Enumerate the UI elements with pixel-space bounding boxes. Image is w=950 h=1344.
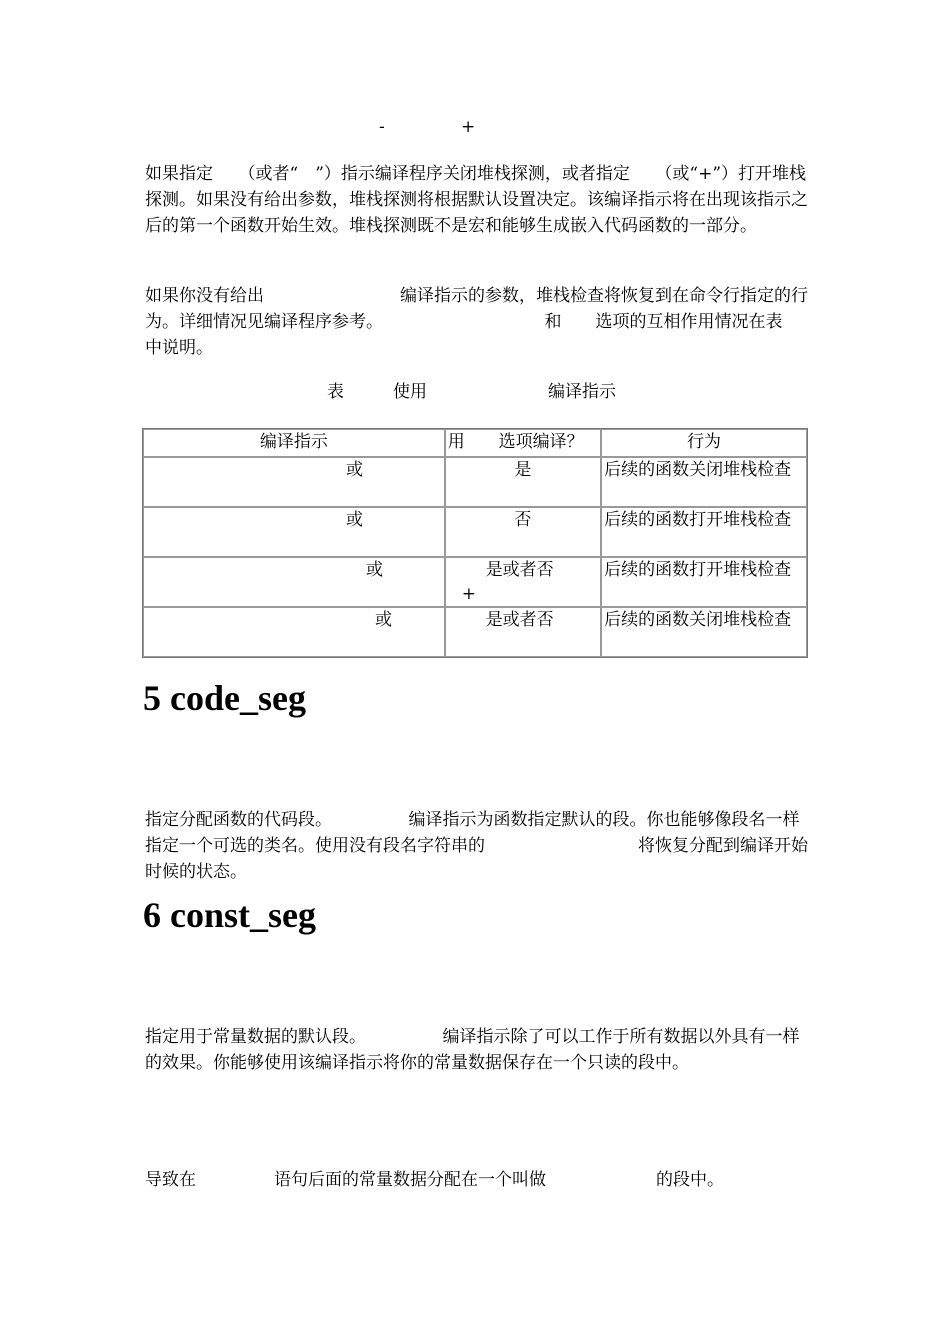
cell-pragma: 或 [143, 607, 445, 657]
check-stack-table [142, 428, 808, 658]
table-row [143, 457, 807, 507]
last-line-part-1: 导致在 [145, 1170, 196, 1190]
header-pragma: 编译指示 [143, 429, 445, 457]
cell-compile-plus: + [461, 584, 476, 604]
paragraph-code-seg: 指定分配函数的代码段。 编译指示为函数指定默认的段。你也能够像段名一样指定一个可选的类名。使用没有段名字符串的 将恢复分配到编译开始时候的状态。 [145, 810, 808, 882]
paragraph-check-stack: 如果指定 （或者“ ”）指示编译程序关闭堆栈探测，或者指定 （或“+”）打开堆栈探测。如果没有给出参数，堆栈探测将根据默认设置决定。该编译指示将在出现该指示之后的第一个函数开始生效。堆栈探测既不是宏和能够生成嵌入代码函数的一部分。 [145, 164, 808, 236]
cell-behavior: 后续的函数关闭堆栈检查 [601, 607, 807, 657]
table-row [143, 507, 807, 557]
cell-compile: 否 [445, 507, 601, 557]
heading-code-seg: 5 code_seg [143, 678, 306, 718]
header-behavior: 行为 [601, 429, 807, 457]
cell-compile: 是或者否 + [445, 557, 601, 607]
table-caption-pragma: 编译指示 [548, 382, 616, 402]
cell-compile: 是 [445, 457, 601, 507]
plus-sign: + [461, 117, 476, 137]
table-caption-using: 使用 [393, 382, 427, 402]
table-row [143, 557, 807, 607]
cell-behavior: 后续的函数打开堆栈检查 [601, 507, 807, 557]
cell-pragma: 或 [143, 457, 445, 507]
table-header-row [143, 429, 807, 457]
paragraph-const-seg: 指定用于常量数据的默认段。 编译指示除了可以工作于所有数据以外具有一样的效果。你能够使用该编译指示将你的常量数据保存在一个只读的段中。 [145, 1027, 800, 1073]
cell-pragma: 或 [143, 557, 445, 607]
paragraph-no-argument: 如果你没有给出 编译指示的参数，堆栈检查将恢复到在命令行指定的行为。详细情况见编译程序参考。 和 选项的互相作用情况在表 中说明。 [145, 286, 817, 358]
minus-sign: - [379, 117, 385, 137]
table-row [143, 607, 807, 657]
heading-const-seg: 6 const_seg [143, 895, 316, 935]
header-compile-option: 用 选项编译？ [445, 429, 601, 457]
last-line-part-3: 的段中。 [656, 1170, 724, 1190]
cell-compile: 是或者否 [445, 607, 601, 657]
cell-behavior: 后续的函数关闭堆栈检查 [601, 457, 807, 507]
last-line-part-2: 语句后面的常量数据分配在一个叫做 [274, 1170, 546, 1190]
cell-behavior: 后续的函数打开堆栈检查 [601, 557, 807, 607]
cell-pragma: 或 [143, 507, 445, 557]
table-caption-label: 表 [327, 382, 344, 402]
